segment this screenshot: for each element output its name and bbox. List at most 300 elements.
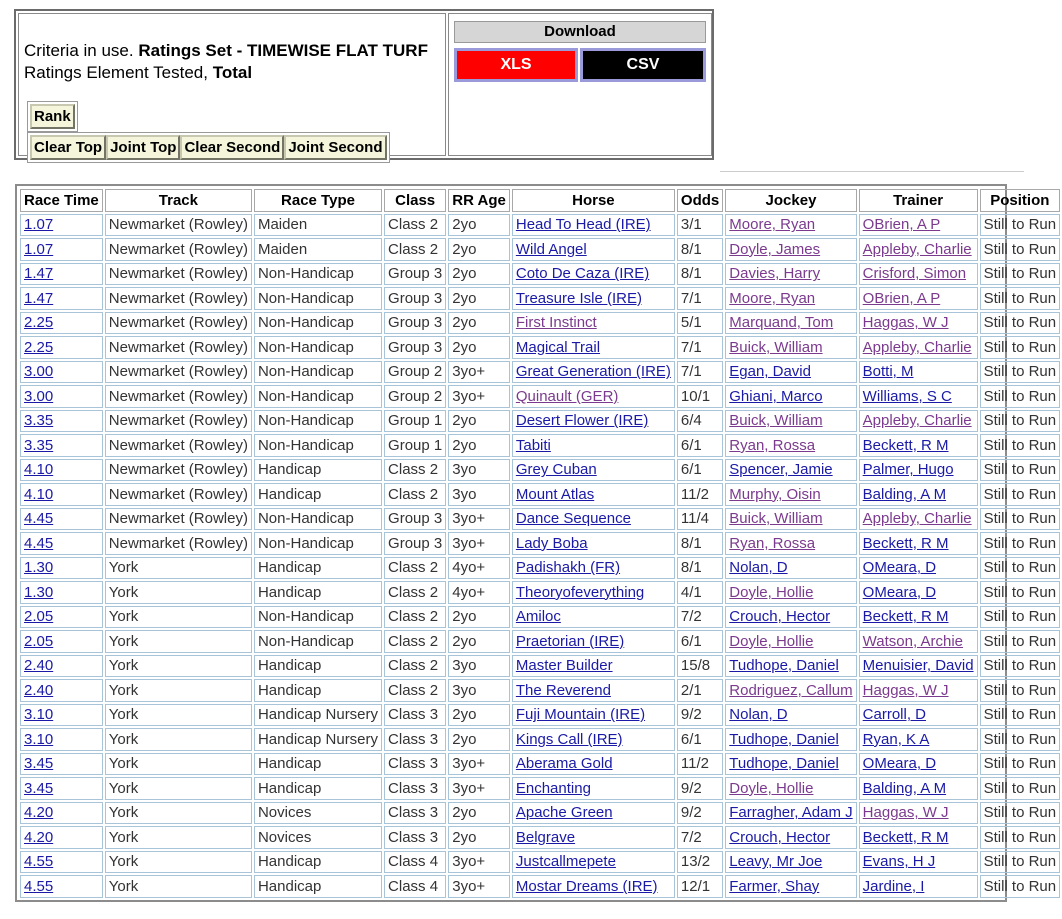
track-cell (105, 287, 252, 310)
horse-link[interactable]: Treasure Isle (IRE) (515, 289, 642, 307)
jockey-link[interactable]: Spencer, Jamie (729, 461, 833, 479)
horse-link[interactable]: Theoryofeverything (515, 583, 645, 601)
age-text: 2yo (452, 338, 477, 356)
race-time-cell (20, 434, 103, 457)
track-cell (105, 777, 252, 800)
position-text: Still to Run (983, 632, 1057, 650)
trainer-cell (859, 336, 978, 359)
position-text: Still to Run (983, 657, 1057, 675)
class-cell (384, 459, 446, 482)
trainer-cell (859, 753, 978, 776)
race-time-link[interactable]: 3.35 (24, 412, 54, 430)
horse-link[interactable]: Aberama Gold (515, 755, 613, 773)
jockey-link[interactable]: Nolan, D (729, 706, 788, 724)
trainer-link[interactable]: Menuisier, David (862, 657, 974, 675)
trainer-link[interactable]: Beckett, R M (862, 828, 949, 846)
jockey-cell (725, 630, 856, 653)
horse-link[interactable]: Great Generation (IRE) (515, 363, 671, 381)
race-time-link[interactable]: 2.05 (24, 608, 54, 626)
track-cell (105, 361, 252, 384)
jockey-link[interactable]: Murphy, Oisin (729, 485, 821, 503)
class-text: Group 3 (388, 534, 443, 552)
race-type-text: Handicap Nursery (257, 706, 379, 724)
race-time-link[interactable]: 3.45 (24, 779, 54, 797)
class-text: Class 2 (388, 240, 439, 258)
race-time-link[interactable]: 1.07 (24, 240, 54, 258)
age-text: 2yo (452, 804, 477, 822)
race-time-link[interactable]: 2.25 (24, 314, 54, 332)
jockey-link[interactable]: Farmer, Shay (729, 877, 820, 895)
position-cell (980, 802, 1061, 825)
age-text: 3yo+ (452, 363, 486, 381)
race-time-link[interactable]: 4.55 (24, 877, 54, 895)
trainer-cell (859, 802, 978, 825)
age-text: 2yo (452, 289, 477, 307)
odds-text: 6/1 (680, 730, 702, 748)
trainer-link[interactable]: Williams, S C (862, 387, 952, 405)
race-type-text: Maiden (257, 216, 308, 234)
race-time-link[interactable]: 4.45 (24, 510, 54, 528)
jockey-cell (725, 606, 856, 629)
race-time-link[interactable]: 3.10 (24, 706, 54, 724)
age-cell (448, 630, 510, 653)
age-text: 3yo+ (452, 534, 486, 552)
age-cell (448, 826, 510, 849)
header-horse: Horse (512, 189, 675, 212)
horse-link[interactable]: Kings Call (IRE) (515, 730, 623, 748)
age-text: 2yo (452, 436, 477, 454)
trainer-link[interactable]: Ryan, K A (862, 730, 930, 748)
trainer-link[interactable]: Palmer, Hugo (862, 461, 954, 479)
age-text: 3yo+ (452, 779, 486, 797)
race-time-link[interactable]: 4.45 (24, 534, 54, 552)
class-cell (384, 385, 446, 408)
horse-link[interactable]: Apache Green (515, 804, 613, 822)
odds-cell (677, 214, 723, 237)
race-time-cell (20, 410, 103, 433)
trainer-link[interactable]: OMeara, D (862, 755, 937, 773)
horse-link[interactable]: Fuji Mountain (IRE) (515, 706, 646, 724)
jockey-link[interactable]: Doyle, Hollie (729, 632, 814, 650)
trainer-cell (859, 728, 978, 751)
position-cell (980, 851, 1061, 874)
horse-link[interactable]: Praetorian (IRE) (515, 632, 625, 650)
horse-link[interactable]: Coto De Caza (IRE) (515, 265, 650, 283)
position-text: Still to Run (983, 608, 1057, 626)
trainer-link[interactable]: OMeara, D (862, 583, 937, 601)
race-type-cell (254, 851, 382, 874)
class-text: Class 2 (388, 461, 439, 479)
jockey-link[interactable]: Ryan, Rossa (729, 534, 816, 552)
horse-cell (512, 361, 675, 384)
race-type-cell (254, 214, 382, 237)
race-time-link[interactable]: 4.10 (24, 461, 54, 479)
race-time-cell (20, 557, 103, 580)
race-time-cell (20, 581, 103, 604)
race-type-text: Handicap (257, 853, 322, 871)
horse-link[interactable]: Mount Atlas (515, 485, 595, 503)
track-text: York (108, 608, 139, 626)
race-time-cell (20, 336, 103, 359)
horse-link[interactable]: Grey Cuban (515, 461, 597, 479)
trainer-cell (859, 581, 978, 604)
trainer-cell (859, 630, 978, 653)
odds-cell (677, 557, 723, 580)
header-track: Track (105, 189, 252, 212)
trainer-link[interactable]: Appleby, Charlie (862, 240, 972, 258)
jockey-cell (725, 459, 856, 482)
odds-text: 6/1 (680, 632, 702, 650)
jockey-link[interactable]: Ryan, Rossa (729, 436, 816, 454)
position-text: Still to Run (983, 534, 1057, 552)
table-row (20, 312, 1060, 335)
horse-link[interactable]: Belgrave (515, 828, 576, 846)
trainer-cell (859, 385, 978, 408)
horse-cell (512, 336, 675, 359)
jockey-link[interactable]: Doyle, James (729, 240, 821, 258)
class-text: Class 2 (388, 681, 439, 699)
trainer-cell (859, 826, 978, 849)
horse-link[interactable]: Head To Head (IRE) (515, 216, 651, 234)
track-cell (105, 606, 252, 629)
horse-link[interactable]: Enchanting (515, 779, 591, 797)
race-time-link[interactable]: 3.35 (24, 436, 54, 454)
race-time-link[interactable]: 1.30 (24, 559, 54, 577)
class-cell (384, 238, 446, 261)
race-type-cell (254, 263, 382, 286)
age-text: 3yo+ (452, 877, 486, 895)
age-cell (448, 361, 510, 384)
race-time-link[interactable]: 2.40 (24, 681, 54, 699)
race-time-cell (20, 263, 103, 286)
jockey-link[interactable]: Moore, Ryan (729, 289, 816, 307)
track-cell (105, 557, 252, 580)
age-cell (448, 459, 510, 482)
trainer-link[interactable]: OBrien, A P (862, 289, 941, 307)
class-cell (384, 483, 446, 506)
horse-link[interactable]: First Instinct (515, 314, 597, 332)
race-time-link[interactable]: 2.40 (24, 657, 54, 675)
race-time-link[interactable]: 1.07 (24, 216, 54, 234)
trainer-link[interactable]: Appleby, Charlie (862, 412, 972, 430)
class-text: Class 3 (388, 828, 439, 846)
joint-top-button[interactable]: Joint Top (106, 135, 180, 160)
trainer-cell (859, 557, 978, 580)
horse-link[interactable]: Justcallmepete (515, 853, 616, 871)
criteria-text (24, 40, 428, 84)
header-race-time: Race Time (20, 189, 103, 212)
race-time-cell (20, 753, 103, 776)
track-text: Newmarket (Rowley) (108, 338, 248, 356)
horse-link[interactable]: The Reverend (515, 681, 611, 699)
race-type-text: Handicap (257, 583, 322, 601)
jockey-cell (725, 238, 856, 261)
position-cell (980, 214, 1061, 237)
race-time-link[interactable]: 2.05 (24, 632, 54, 650)
odds-cell (677, 508, 723, 531)
age-text: 3yo+ (452, 510, 486, 528)
jockey-link[interactable]: Davies, Harry (729, 265, 821, 283)
class-text: Class 2 (388, 559, 439, 577)
trainer-cell (859, 679, 978, 702)
trainer-link[interactable]: Carroll, D (862, 706, 927, 724)
track-text: Newmarket (Rowley) (108, 387, 248, 405)
header-class: Class (384, 189, 446, 212)
jockey-link[interactable]: Buick, William (729, 412, 823, 430)
race-time-link[interactable]: 4.20 (24, 804, 54, 822)
trainer-link[interactable]: Haggas, W J (862, 681, 949, 699)
track-text: York (108, 706, 139, 724)
jockey-cell (725, 728, 856, 751)
download-xls-button[interactable]: XLS (454, 48, 578, 82)
jockey-cell (725, 802, 856, 825)
race-time-cell (20, 655, 103, 678)
track-cell (105, 728, 252, 751)
age-cell (448, 753, 510, 776)
horse-link[interactable]: Desert Flower (IRE) (515, 412, 649, 430)
trainer-link[interactable]: Appleby, Charlie (862, 338, 972, 356)
jockey-cell (725, 434, 856, 457)
class-text: Group 2 (388, 363, 443, 381)
trainer-link[interactable]: Evans, H J (862, 853, 936, 871)
race-time-link[interactable]: 4.55 (24, 853, 54, 871)
class-cell (384, 875, 446, 898)
jockey-link[interactable]: Moore, Ryan (729, 216, 816, 234)
position-text: Still to Run (983, 779, 1057, 797)
jockey-link[interactable]: Tudhope, Daniel (729, 730, 839, 748)
download-cell (448, 13, 712, 156)
age-text: 4yo+ (452, 559, 486, 577)
age-cell (448, 287, 510, 310)
horse-link[interactable]: Magical Trail (515, 338, 601, 356)
trainer-cell (859, 287, 978, 310)
track-text: Newmarket (Rowley) (108, 510, 248, 528)
trainer-link[interactable]: Appleby, Charlie (862, 510, 972, 528)
horse-link[interactable]: Amiloc (515, 608, 561, 626)
race-type-cell (254, 630, 382, 653)
track-cell (105, 263, 252, 286)
race-time-cell (20, 214, 103, 237)
trainer-link[interactable]: Balding, A M (862, 779, 947, 797)
download-csv-button[interactable]: CSV (580, 48, 706, 82)
position-text: Still to Run (983, 706, 1057, 724)
jockey-link[interactable]: Buick, William (729, 338, 823, 356)
race-type-text: Novices (257, 828, 312, 846)
track-cell (105, 312, 252, 335)
trainer-cell (859, 410, 978, 433)
horse-cell (512, 385, 675, 408)
jockey-cell (725, 826, 856, 849)
class-cell (384, 826, 446, 849)
age-cell (448, 728, 510, 751)
position-text: Still to Run (983, 265, 1057, 283)
class-cell (384, 728, 446, 751)
track-text: York (108, 828, 139, 846)
race-time-link[interactable]: 3.45 (24, 755, 54, 773)
trainer-link[interactable]: Watson, Archie (862, 632, 963, 650)
jockey-link[interactable]: Crouch, Hector (729, 828, 831, 846)
position-cell (980, 655, 1061, 678)
race-type-cell (254, 434, 382, 457)
class-cell (384, 263, 446, 286)
track-cell (105, 410, 252, 433)
race-type-cell (254, 361, 382, 384)
race-time-cell (20, 483, 103, 506)
race-time-link[interactable]: 3.00 (24, 363, 54, 381)
table-row (20, 361, 1060, 384)
table-row (20, 802, 1060, 825)
jockey-link[interactable]: Marquand, Tom (729, 314, 834, 332)
trainer-link[interactable]: Balding, A M (862, 485, 947, 503)
track-cell (105, 851, 252, 874)
download-heading: Download (454, 21, 706, 43)
jockey-link[interactable]: Tudhope, Daniel (729, 755, 839, 773)
race-type-cell (254, 238, 382, 261)
position-text: Still to Run (983, 314, 1057, 332)
trainer-link[interactable]: Haggas, W J (862, 314, 949, 332)
race-type-text: Handicap (257, 681, 322, 699)
race-type-text: Non-Handicap (257, 412, 354, 430)
trainer-link[interactable]: Beckett, R M (862, 436, 949, 454)
race-time-link[interactable]: 3.10 (24, 730, 54, 748)
position-text: Still to Run (983, 877, 1057, 895)
odds-text: 9/2 (680, 804, 702, 822)
track-text: York (108, 877, 139, 895)
jockey-cell (725, 753, 856, 776)
race-time-cell (20, 238, 103, 261)
trainer-link[interactable]: Haggas, W J (862, 804, 949, 822)
jockey-link[interactable]: Farragher, Adam J (729, 804, 853, 822)
age-text: 2yo (452, 828, 477, 846)
clear-second-button[interactable]: Clear Second (180, 135, 284, 160)
table-row (20, 336, 1060, 359)
position-cell (980, 483, 1061, 506)
race-time-link[interactable]: 4.10 (24, 485, 54, 503)
age-text: 3yo (452, 461, 477, 479)
odds-cell (677, 385, 723, 408)
class-text: Class 3 (388, 804, 439, 822)
track-text: York (108, 632, 139, 650)
table-row (20, 826, 1060, 849)
trainer-link[interactable]: Beckett, R M (862, 608, 949, 626)
position-cell (980, 557, 1061, 580)
table-row (20, 875, 1060, 898)
jockey-link[interactable]: Crouch, Hector (729, 608, 831, 626)
position-cell (980, 361, 1061, 384)
joint-second-button[interactable]: Joint Second (284, 135, 386, 160)
race-type-text: Maiden (257, 240, 308, 258)
odds-text: 9/2 (680, 706, 702, 724)
track-text: Newmarket (Rowley) (108, 265, 248, 283)
position-text: Still to Run (983, 510, 1057, 528)
class-text: Group 2 (388, 387, 443, 405)
track-text: York (108, 779, 139, 797)
horse-link[interactable]: Quinault (GER) (515, 387, 619, 405)
trainer-link[interactable]: Botti, M (862, 363, 914, 381)
race-type-cell (254, 557, 382, 580)
trainer-cell (859, 263, 978, 286)
odds-text: 7/1 (680, 338, 702, 356)
race-type-cell (254, 336, 382, 359)
track-cell (105, 581, 252, 604)
jockey-link[interactable]: Tudhope, Daniel (729, 657, 839, 675)
class-text: Group 3 (388, 338, 443, 356)
track-text: Newmarket (Rowley) (108, 534, 248, 552)
jockey-link[interactable]: Nolan, D (729, 559, 788, 577)
trainer-cell (859, 606, 978, 629)
jockey-link[interactable]: Doyle, Hollie (729, 779, 814, 797)
jockey-link[interactable]: Buick, William (729, 510, 823, 528)
class-text: Group 3 (388, 510, 443, 528)
age-text: 2yo (452, 412, 477, 430)
ratings-element-value: Total (212, 63, 253, 82)
horse-link[interactable]: Mostar Dreams (IRE) (515, 877, 658, 895)
clear-top-button[interactable]: Clear Top (30, 135, 106, 160)
race-type-text: Handicap (257, 485, 322, 503)
jockey-link[interactable]: Rodriguez, Callum (729, 681, 853, 699)
jockey-link[interactable]: Ghiani, Marco (729, 387, 823, 405)
age-text: 3yo+ (452, 387, 486, 405)
age-text: 2yo (452, 240, 477, 258)
odds-cell (677, 238, 723, 261)
race-type-cell (254, 483, 382, 506)
horse-link[interactable]: Wild Angel (515, 240, 587, 258)
trainer-link[interactable]: Crisford, Simon (862, 265, 967, 283)
position-cell (980, 385, 1061, 408)
table-header-row (20, 189, 1060, 212)
trainer-link[interactable]: OMeara, D (862, 559, 937, 577)
odds-text: 8/1 (680, 240, 702, 258)
class-cell (384, 753, 446, 776)
age-text: 3yo (452, 657, 477, 675)
horse-link[interactable]: Dance Sequence (515, 510, 631, 528)
age-cell (448, 557, 510, 580)
jockey-link[interactable]: Leavy, Mr Joe (729, 853, 823, 871)
trainer-link[interactable]: OBrien, A P (862, 216, 941, 234)
race-time-link[interactable]: 2.25 (24, 338, 54, 356)
race-time-cell (20, 532, 103, 555)
table-row (20, 777, 1060, 800)
race-time-link[interactable]: 1.47 (24, 265, 54, 283)
odds-cell (677, 263, 723, 286)
jockey-link[interactable]: Egan, David (729, 363, 811, 381)
horse-link[interactable]: Master Builder (515, 657, 613, 675)
age-cell (448, 679, 510, 702)
race-type-cell (254, 606, 382, 629)
trainer-cell (859, 532, 978, 555)
horse-link[interactable]: Lady Boba (515, 534, 588, 552)
race-time-link[interactable]: 4.20 (24, 828, 54, 846)
trainer-link[interactable]: Beckett, R M (862, 534, 949, 552)
track-text: York (108, 755, 139, 773)
horse-link[interactable]: Padishakh (FR) (515, 559, 621, 577)
race-time-link[interactable]: 1.30 (24, 583, 54, 601)
age-text: 4yo+ (452, 583, 486, 601)
horse-link[interactable]: Tabiti (515, 436, 551, 454)
horse-cell (512, 802, 675, 825)
rank-button[interactable]: Rank (30, 104, 75, 129)
horse-cell (512, 557, 675, 580)
odds-text: 11/4 (680, 510, 710, 528)
class-text: Class 2 (388, 632, 439, 650)
track-cell (105, 459, 252, 482)
race-time-link[interactable]: 1.47 (24, 289, 54, 307)
race-time-link[interactable]: 3.00 (24, 387, 54, 405)
trainer-link[interactable]: Jardine, I (862, 877, 925, 895)
track-cell (105, 385, 252, 408)
track-cell (105, 679, 252, 702)
jockey-link[interactable]: Doyle, Hollie (729, 583, 814, 601)
